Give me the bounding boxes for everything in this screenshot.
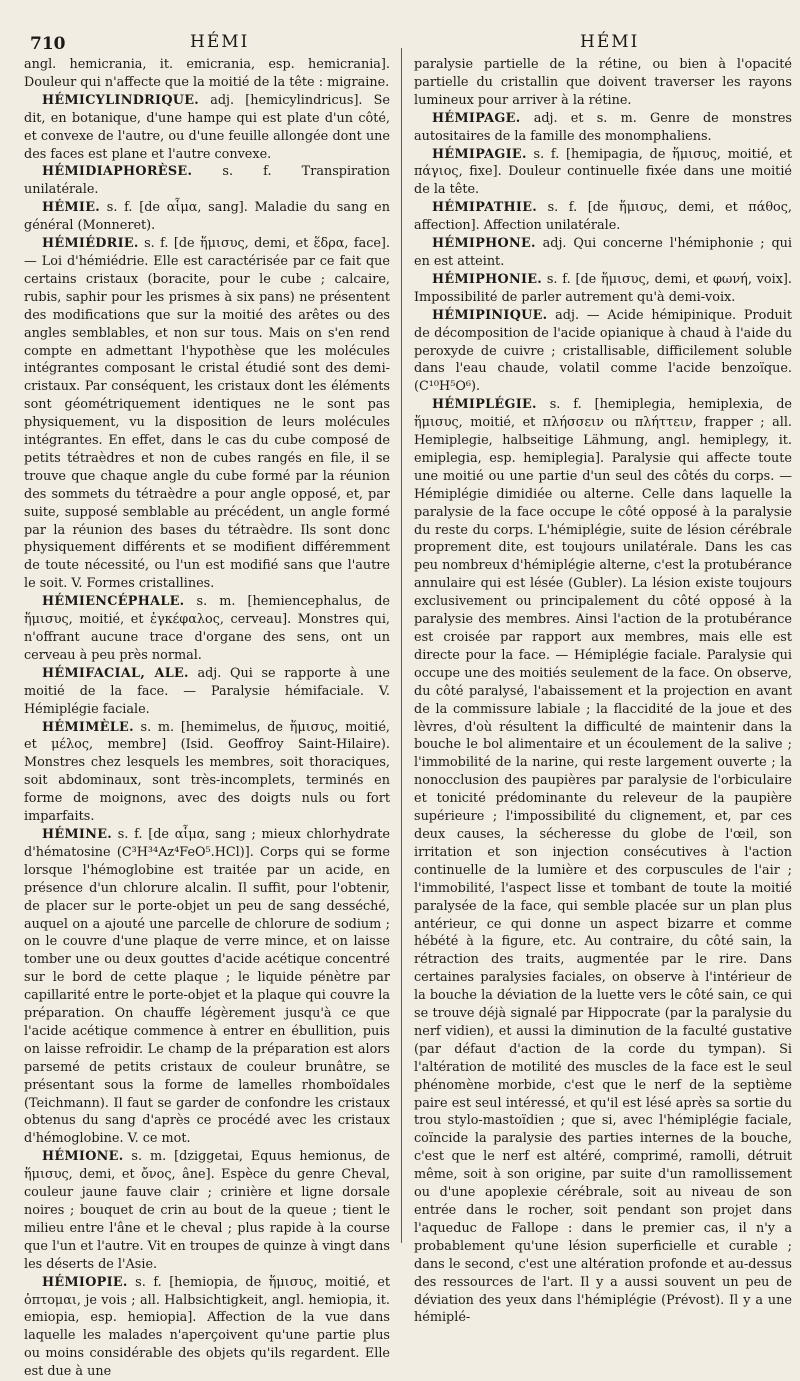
left-column: [24, 56, 390, 1380]
entry-text: s. f. [hemiplegia, hemiplexia, de ἥμισυς, moitié, et πλήσσειν ou πλήττειν, frapper ; all. Hemiplegie, halbseitige Lähmung, angl. hemiplegy, it. emiplegia, esp. hemiplegia]. Paralysie qui affecte toute une moitié ou une partie d'un seul des côtés du corps. — Hémiplégie dimidiée ou alterne. Celle dans laquelle la paralysie de la face occupe le côté opposé à la paralysie du reste du corps. L'hémiplégie, suite de lésion cérébrale proprement dite, est toujours unilatérale. Dans les cas peu nombreux d'hémiplégie alterne, c'est la protubérance annulaire qui est lésée (Gubler). La lésion existe toujours exclusivement ou principalement du côté opposé à la paralysie des membres. Ainsi l'action de la protubérance est croisée par rapport aux membres, mais elle est directe pour la face. — Hémiplégie faciale. Paralysie qui occupe une des moitiés seulement de la face. On observe, du côté paralysé, l'abaissement et la projection en avant de la commissure labiale ; la flaccidité de la joue et des lèvres, d'où résultent la difficulté de maintenir dans la bouche le bol alimentaire et un écoulement de la salive ; l'immobilité de la narine, qui reste largement ouverte ; la nonocclusion des paupières par paralysie de l'orbiculaire et tonicité prédominante du releveur de la paupière supérieure ; l'impossibilité du clignement, et, par ces deux causes, la sécheresse du globe de l'œil, son irritation et son injection consécutives à l'action continuelle de la lumière et des corpuscules de l'air ; l'immobilité, l'aspect lisse et tombant de toute la moitié paralysée de la face, qui semble placée sur un plan plus antérieur, ce qui donne un aspect bizarre et comme hébété à la figure, etc. Au contraire, du côté sain, la rétraction des traits, augmentée par le rire. Dans certaines paralysies faciales, on observe à l'intérieur de la bouche la déviation de la luette vers le côté sain, ce qui se trouve déjà signalé par Hippocrate (par la paralysie du nerf vidien), et aussi la diminution de la faculté gustative (par défaut d'action de la corde du tympan). Si l'altération de motilité des muscles de la face est le seul phénomène morbide, c'est que le nerf de la septième paire est seul intéressé, et qu'il est lésé après sa sortie du trou stylo-mastoïdien ; que si, avec l'hémiplégie faciale, coïncide la paralysie des parties internes de la bouche, c'est que le nerf est altéré, comprimé, ramolli, détruit même, soit à son origine, par suite d'un ramollissement ou d'une apoplexie cérébrale, soit au niveau de son entrée dans le rocher, soit pendant son projet dans l'aqueduc de Fallope : dans le premier cas, il n'y a probablement qu'une lésion superficielle et curable ; dans le second, c'est une altération profonde et au-dessus des ressources de l'art. Il y a aussi souvent un peu de déviation des yeux dans l'hémiplégie (Prévost). Il y a une hémiplé-: [414, 397, 792, 1326]
entry-text: s. m. [hemiencephalus, de ἥμισυς, moitié, et ἐγκέφαλος, cerveau]. Monstres qui, n'offrant aucune trace d'organe des sens, ont un cerveau à peu près normal.: [24, 594, 390, 663]
dictionary-entry: [24, 163, 390, 199]
dictionary-entry: [24, 235, 390, 593]
continued-text: [414, 56, 792, 110]
entry-headword: HÉMICYLINDRIQUE.: [42, 92, 200, 108]
entry-headword: HÉMIDIAPHORÈSE.: [42, 164, 193, 180]
dictionary-entry: [24, 719, 390, 826]
dictionary-entry: [414, 396, 792, 1327]
entry-text: angl. hemicrania, it. emicrania, esp. hemicrania]. Douleur qui n'affecte que la moitié de la tête : migraine.: [24, 57, 390, 90]
entry-headword: HÉMIPHONIE.: [432, 271, 543, 287]
running-head-right: HÉMI: [580, 32, 640, 52]
entry-text: s. f. [de ἥμισυς, demi, et πάθος, affection]. Affection unilatérale.: [414, 200, 792, 234]
entry-text: s. f. [de αἷμα, sang ; mieux chlorhydrate d'hématosine (C³H³⁴Az⁴FeO⁵.HCl)]. Corps qui se forme lorsque l'hémoglobine est traitée par un acide, en présence d'un chlorure alcalin. Il suffit, pour l'obtenir, de placer sur le porte-objet un peu de sang desséché, auquel on a ajouté une parcelle de chlorure de sodium ; on le couvre d'une plaque de verre mince, et on laisse tomber une ou deux gouttes d'acide acétique concentré sur le bord de cette plaque ; le liquide pénètre par capillarité entre le porte-objet et la plaque qui couvre la préparation. On chauffe légèrement jusqu'à ce que l'acide acétique commence à entrer en ébullition, puis on laisse refroidir. Le champ de la préparation est alors parsemé de petits cristaux de couleur brunâtre, se présentant sous la forme de lamelles rhomboïdales (Teichmann). Il faut se garder de confondre les cristaux obtenus du sang d'après ce procédé avec les cristaux d'hémoglobine. V. ce mot.: [24, 826, 390, 1147]
entry-headword: HÉMIPINIQUE.: [432, 307, 548, 323]
dictionary-entry: [24, 593, 390, 665]
entry-text: paralysie partielle de la rétine, ou bien à l'opacité partielle du cristallin que doivent traverser les rayons lumineux pour arriver à la rétine.: [414, 57, 792, 108]
dictionary-entry: [414, 271, 792, 307]
entry-text: s. f. [de αἷμα, sang]. Maladie du sang en général (Monneret).: [24, 200, 390, 234]
entry-headword: HÉMIÉDRIE.: [42, 236, 139, 252]
entry-headword: HÉMIE.: [42, 200, 101, 216]
dictionary-entry: [24, 665, 390, 719]
dictionary-entry: [24, 1148, 390, 1273]
page-header: [0, 28, 800, 58]
entry-headword: HÉMIPHONE.: [432, 236, 536, 252]
entry-text: s. m. [hemimelus, de ἥμισυς, moitié, et μέλος, membre] (Isid. Geoffroy Saint-Hilaire). Monstres chez lesquels les membres, soit thoraciques, soit abdominaux, sont très-incomplets, terminés en forme de moignons, avec des doigts nuls ou fort imparfaits.: [24, 719, 390, 825]
entry-text: adj. Qui se rapporte à une moitié de la face. — Paralysie hémifaciale. V. Hémiplégie faciale.: [24, 665, 390, 717]
entry-headword: HÉMIFACIAL, ALE.: [42, 665, 189, 681]
entry-headword: HÉMIOPIE.: [42, 1274, 128, 1290]
dictionary-entry: [24, 826, 390, 1148]
right-column: [414, 56, 792, 1326]
entry-headword: HÉMIPATHIE.: [432, 200, 538, 216]
entry-headword: HÉMIENCÉPHALE.: [42, 594, 185, 610]
entry-text: adj. Qui concerne l'hémiphonie ; qui en est atteint.: [414, 236, 792, 269]
entry-text: s. f. [de ἥμισυς, demi, et ἕδρα, face]. — Loi d'hémiédrie. Elle est caractérisée par ce fait que certains cristaux (boracite, pour le cube ; calcaire, rubis, saphir pour les prismes à six pans) ne présentent des modifications que sur la moitié des arêtes ou des angles semblables, et non sur tous. Mais on s'en rend compte en admettant l'hypothèse que les molécules intégrantes composant le cristal étudié sont des demi-cristaux. Par conséquent, les cristaux dont les éléments sont géométriquement identiques ne le sont pas physiquement, vu la disposition de leurs molécules intégrantes. En effet, dans le cas du cube composé de petits tétraèdres et non de cubes rangés en file, il se trouve que chaque angle du cube formé par la réunion des sommets du tétraèdre a pour angle opposé, et, par suite, supposé semblable au précédent, un angle formé par la réunion des bases du tétraèdre. Ils sont donc physiquement différents et se modifient différemment de toute nécessité, ou l'un est modifié sans que l'autre le soit. V. Formes cristallines.: [24, 236, 390, 592]
dictionary-entry: [414, 199, 792, 235]
entry-headword: HÉMIPLÉGIE.: [432, 397, 537, 413]
entry-text: s. f. [hemipagia, de ἥμισυς, moitié, et πάγιος, fixe]. Douleur continuelle fixée dans une moitié de la tête.: [414, 146, 792, 198]
column-divider: [401, 48, 402, 1243]
dictionary-entry: [24, 1274, 390, 1381]
entry-text: adj. et s. m. Genre de monstres autositaires de la famille des monomphaliens.: [414, 110, 792, 144]
entry-headword: HÉMIPAGE.: [432, 110, 521, 126]
page-number: 710: [30, 34, 66, 54]
entry-headword: HÉMIMÈLE.: [42, 719, 134, 735]
dictionary-entry: [24, 199, 390, 235]
entry-headword: HÉMIPAGIE.: [432, 146, 527, 162]
dictionary-entry: [414, 307, 792, 397]
dictionary-entry: [414, 146, 792, 200]
dictionary-entry: [414, 110, 792, 146]
dictionary-entry: [414, 235, 792, 271]
entry-text: adj. — Acide hémipinique. Produit de décomposition de l'acide opianique à chaud à l'aide du peroxyde de cuivre ; cristallisable, difficilement soluble dans l'eau chaude, volatil comme l'acide benzoïque. (C¹⁰H⁵O⁶).: [414, 307, 792, 395]
entry-text: s. f. [hemiopia, de ἥμισυς, moitié, et ὀπτομαι, je vois ; all. Halbsichtigkeit, angl. hemiopia, it. emiopia, esp. hemiopia]. Affection de la vue dans laquelle les malades n'aperçoivent qu'une partie plus ou moins considérable des objets qu'ils regardent. Elle est due à une: [24, 1274, 390, 1380]
entry-headword: HÉMIONE.: [42, 1149, 124, 1165]
entry-headword: HÉMINE.: [42, 826, 113, 842]
entry-text: s. f. [de ἥμισυς, demi, et φωνή, voix]. Impossibilité de parler autrement qu'à demi-voix.: [414, 271, 792, 305]
running-head-left: HÉMI: [190, 32, 250, 52]
continued-text: [24, 56, 390, 92]
entry-text: s. m. [dziggetai, Equus hemionus, de ἥμισυς, demi, et ὄνος, âne]. Espèce du genre Cheval, couleur jaune fauve clair ; crinière et ligne dorsale noires ; bouquet de crin au bout de la queue ; tient le milieu entre l'âne et le cheval ; plus rapide à la course que l'un et l'autre. Vit en troupes de quinze à vingt dans les déserts de l'Asie.: [24, 1149, 390, 1272]
entry-text: adj. [hemicylindricus]. Se dit, en botanique, d'une hampe qui est plate d'un côté, et convexe de l'autre, ou d'une feuille allongée dont une des faces est plane et l'autre convexe.: [24, 92, 390, 162]
dictionary-entry: [24, 92, 390, 164]
entry-text: s. f. Transpiration unilatérale.: [24, 164, 390, 198]
